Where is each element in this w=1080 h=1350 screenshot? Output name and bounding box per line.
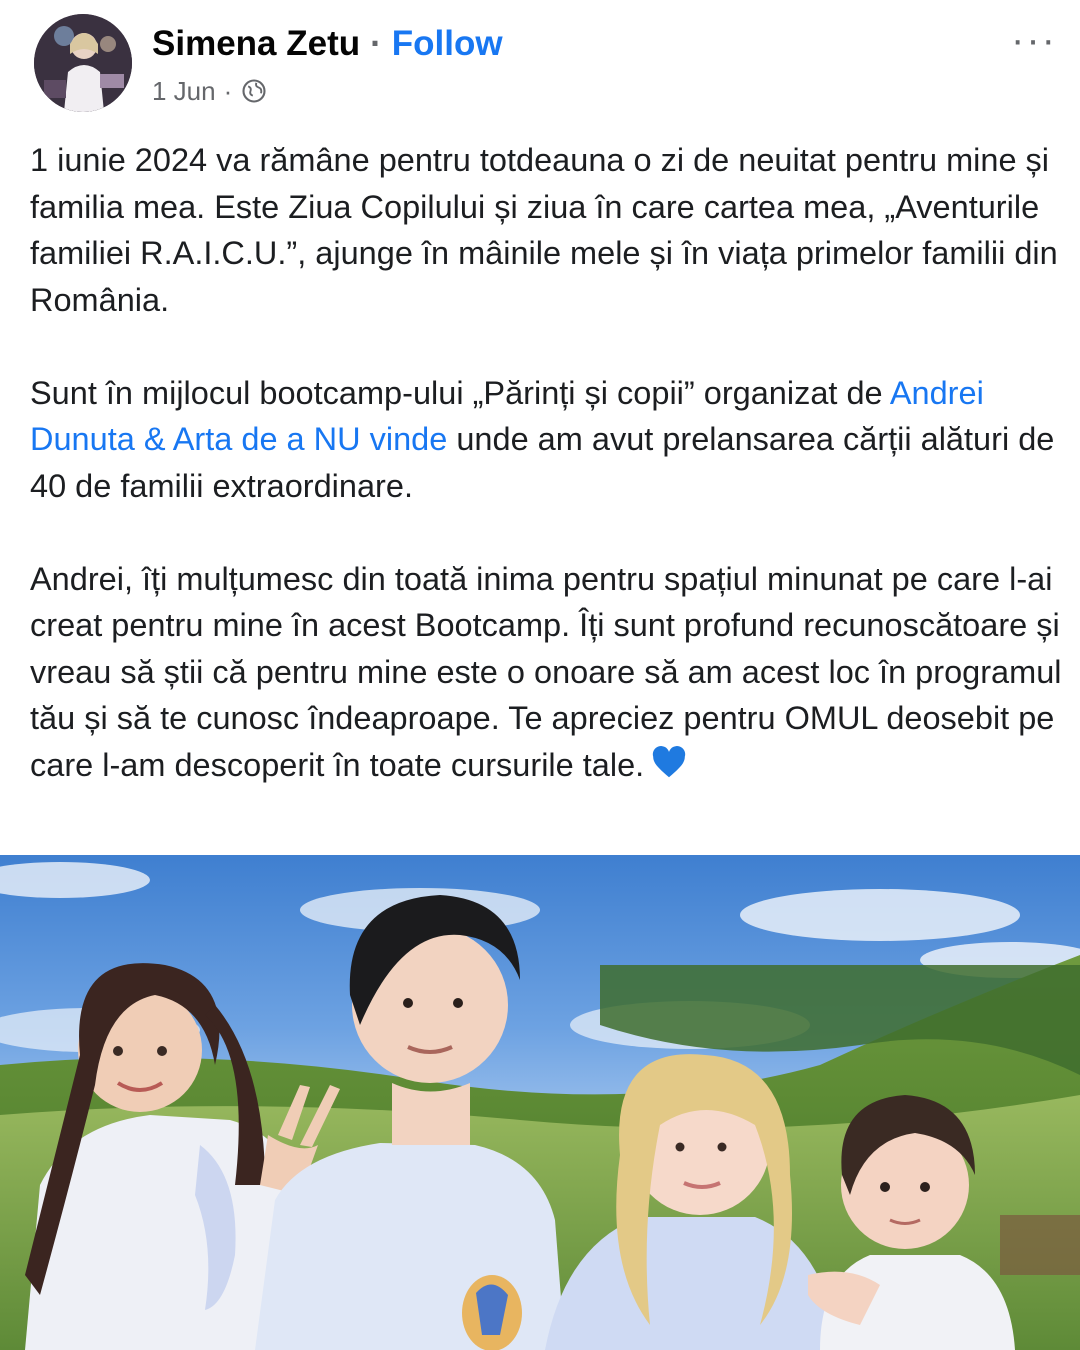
paragraph-text: unde am avut prelansarea cărții alături de 40 de familii extraordinare. — [30, 421, 1055, 504]
globe-icon[interactable] — [240, 77, 268, 105]
author-row — [152, 24, 503, 64]
post-paragraph — [30, 370, 1075, 510]
more-options-icon: ··· — [1011, 17, 1057, 62]
avatar-image — [34, 14, 132, 112]
post-photo[interactable] — [0, 855, 1080, 1350]
date-separator: · — [223, 75, 233, 106]
post-meta — [152, 74, 268, 108]
post-paragraph: 1 iunie 2024 va rămâne pentru totdeauna o zi de neuitat pentru mine și familia mea. Este Ziua Copilului și ziua în care cartea mea, „Aventurile familiei R.A.I.C.U.”, ajunge în mâinile mele și în viața primelor familii din România. — [30, 142, 1058, 318]
post-header — [0, 0, 1080, 125]
blue-heart-icon — [650, 744, 688, 782]
author-name[interactable]: Simena Zetu — [152, 24, 361, 63]
post-paragraph — [30, 556, 1075, 789]
post-date[interactable]: 1 Jun — [152, 75, 216, 106]
paragraph-text: Andrei, îți mulțumesc din toată inima pentru spațiul minunat pe care l-ai creat pentru mine în acest Bootcamp. Îți sunt profund recunoscătoare și vreau să știi că pentru mine este o onoare să am acest loc în programul tău și să te cunosc îndeaproape. Te apreciez pentru OMUL deosebit pe care l-am descoperit în toate cursurile tale. — [30, 560, 1062, 783]
paragraph-text: Sunt în mijlocul bootcamp-ului „Părinți și copii” organizat de — [30, 374, 890, 411]
author-avatar[interactable] — [34, 14, 132, 112]
mention-link[interactable]: Andrei Dunuta & Arta de a NU vinde — [30, 374, 984, 457]
name-separator: · — [370, 24, 382, 63]
more-options-button[interactable] — [1002, 18, 1066, 62]
family-photo — [0, 855, 1080, 1350]
post-text — [30, 137, 1075, 788]
follow-button[interactable]: Follow — [391, 24, 503, 63]
